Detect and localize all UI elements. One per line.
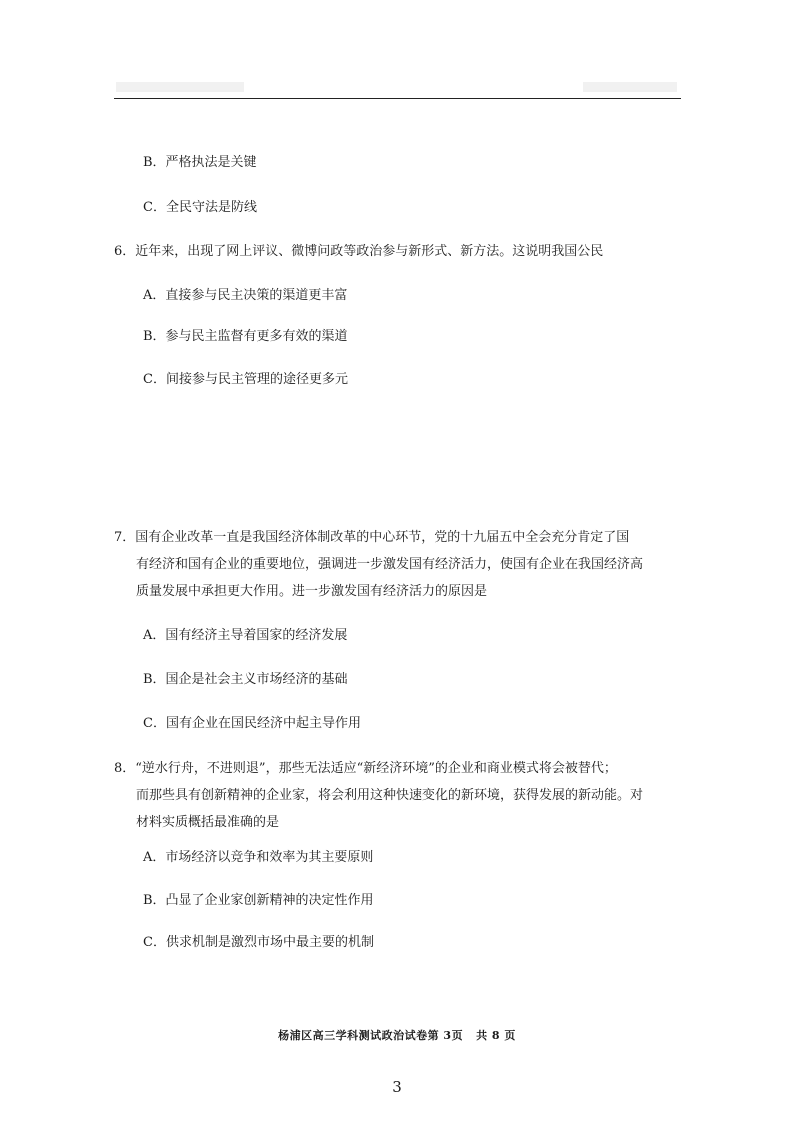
q8-stem-line2: 而那些具有创新精神的企业家，将会利用这种快速变化的新环境，获得发展的新动能。对 bbox=[136, 788, 644, 803]
q8-stem-line3: 材料实质概括最准确的是 bbox=[136, 815, 280, 830]
q6-stem: 6．近年来，出现了网上评议、微博问政等政治参与新形式、新方法。这说明我国公民 bbox=[114, 244, 604, 259]
q8-option-a: A．市场经济以竞争和效率为其主要原则 bbox=[143, 850, 374, 865]
q7-option-a: A．国有经济主导着国家的经济发展 bbox=[143, 628, 348, 643]
q6-option-a: A．直接参与民主决策的渠道更丰富 bbox=[143, 288, 348, 303]
page-number: 3 bbox=[392, 1078, 402, 1096]
q8-option-b: B．凸显了企业家创新精神的决定性作用 bbox=[143, 893, 374, 908]
header-rule bbox=[114, 98, 681, 99]
q7-option-c: C．国有企业在国民经济中起主导作用 bbox=[143, 716, 361, 731]
q8-option-c: C．供求机制是激烈市场中最主要的机制 bbox=[143, 935, 374, 950]
q7-option-b: B．国企是社会主义市场经济的基础 bbox=[143, 672, 348, 687]
q5-option-b: B．严格执法是关键 bbox=[143, 155, 257, 170]
q7-stem-line1: 7．国有企业改革一直是我国经济体制改革的中心环节，党的十九届五中全会充分肯定了国 bbox=[114, 530, 630, 545]
q8-stem-line1: 8．“逆水行舟，不进则退”，那些无法适应“新经济环境”的企业和商业模式将会被替代； bbox=[114, 761, 617, 776]
q5-option-c: C．全民守法是防线 bbox=[143, 200, 257, 215]
q6-option-b: B．参与民主监督有更多有效的渠道 bbox=[143, 329, 348, 344]
q7-stem-line2: 有经济和国有企业的重要地位，强调进一步激发国有经济活力，使国有企业在我国经济高 bbox=[136, 557, 644, 572]
q7-stem-line3: 质量发展中承担更大作用。进一步激发国有经济活力的原因是 bbox=[136, 584, 488, 599]
page-footer: 杨浦区高三学科测试政治试卷第 3页 共 8 页 bbox=[278, 1029, 516, 1042]
q6-option-c: C．间接参与民主管理的途径更多元 bbox=[143, 372, 348, 387]
header-left-placeholder bbox=[116, 82, 244, 92]
header-right-placeholder bbox=[583, 82, 677, 92]
